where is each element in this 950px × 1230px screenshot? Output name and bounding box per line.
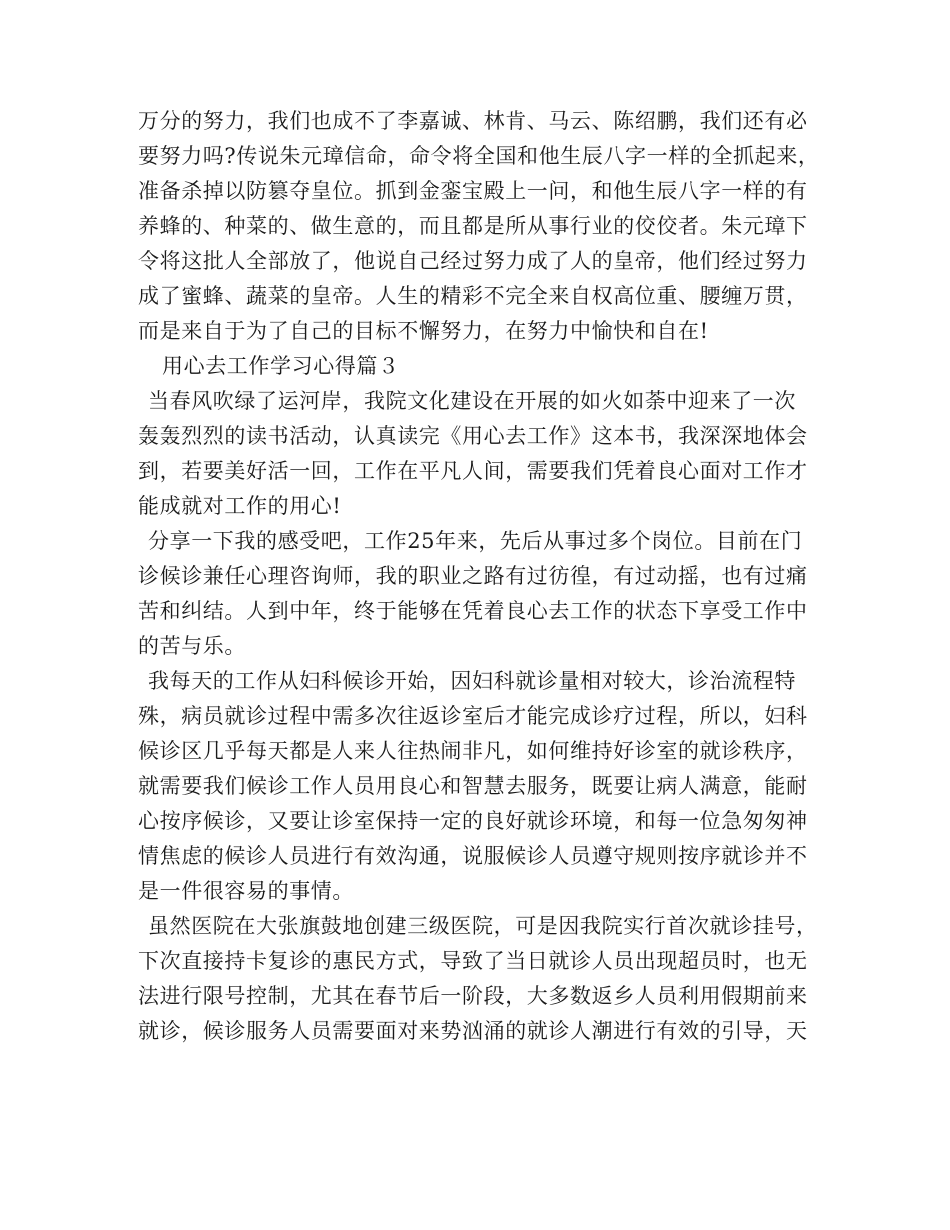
body-line: 就需要我们候诊工作人员用良心和智慧去服务，既要让病人满意，能耐 <box>138 774 808 798</box>
body-line: 当春风吹绿了运河岸，我院文化建设在开展的如火如荼中迎来了一次 <box>148 389 796 413</box>
body-line: 虽然医院在大张旗鼓地创建三级医院，可是因我院实行首次就诊挂号， <box>148 914 818 938</box>
body-line: 分享一下我的感受吧，工作25年来，先后从事过多个岗位。目前在门 <box>148 529 803 553</box>
body-line: 的苦与乐。 <box>138 634 246 658</box>
body-line: 成了蜜蜂、蔬菜的皇帝。人生的精彩不完全来自权高位重、腰缠万贯， <box>138 284 808 308</box>
body-line: 能成就对工作的用心! <box>138 494 342 518</box>
body-line: 下次直接持卡复诊的惠民方式，导致了当日就诊人员出现超员时，也无 <box>138 949 808 973</box>
body-line: 情焦虑的候诊人员进行有效沟通，说服候诊人员遵守规则按序就诊并不 <box>138 844 808 868</box>
body-line: 养蜂的、种菜的、做生意的，而且都是所从事行业的佼佼者。朱元璋下 <box>138 214 808 238</box>
body-line: 轰轰烈烈的读书活动，认真读完《用心去工作》这本书，我深深地体会 <box>138 424 808 448</box>
body-line: 殊，病员就诊过程中需多次往返诊室后才能完成诊疗过程，所以，妇科 <box>138 704 808 728</box>
body-line: 令将这批人全部放了，他说自己经过努力成了人的皇帝，他们经过努力 <box>138 249 808 273</box>
body-line: 心按序候诊，又要让诊室保持一定的良好就诊环境，和每一位急匆匆神 <box>138 809 808 833</box>
body-line: 苦和纠结。人到中年，终于能够在凭着良心去工作的状态下享受工作中 <box>138 599 808 623</box>
section-heading: 用心去工作学习心得篇３ <box>162 354 400 378</box>
body-line: 我每天的工作从妇科候诊开始，因妇科就诊量相对较大，诊治流程特 <box>148 669 796 693</box>
body-line: 要努力吗?传说朱元璋信命，命令将全国和他生辰八字一样的全抓起来， <box>138 144 820 168</box>
body-line: 法进行限号控制，尤其在春节后一阶段，大多数返乡人员利用假期前来 <box>138 984 808 1008</box>
body-line: 就诊，候诊服务人员需要面对来势汹涌的就诊人潮进行有效的引导，天 <box>138 1019 808 1043</box>
body-line: 而是来自于为了自己的目标不懈努力，在努力中愉快和自在! <box>138 319 709 343</box>
body-line: 是一件很容易的事情。 <box>138 879 354 903</box>
body-line: 候诊区几乎每天都是人来人往热闹非凡，如何维持好诊室的就诊秩序， <box>138 739 808 763</box>
document-body <box>138 104 828 1049</box>
body-line: 到，若要美好活一回，工作在平凡人间，需要我们凭着良心面对工作才 <box>138 459 808 483</box>
body-line: 诊候诊兼任心理咨询师，我的职业之路有过彷徨，有过动摇，也有过痛 <box>138 564 808 588</box>
body-line: 万分的努力，我们也成不了李嘉诚、林肯、马云、陈绍鹏，我们还有必 <box>138 109 808 133</box>
body-line: 准备杀掉以防篡夺皇位。抓到金銮宝殿上一问，和他生辰八字一样的有 <box>138 179 808 203</box>
